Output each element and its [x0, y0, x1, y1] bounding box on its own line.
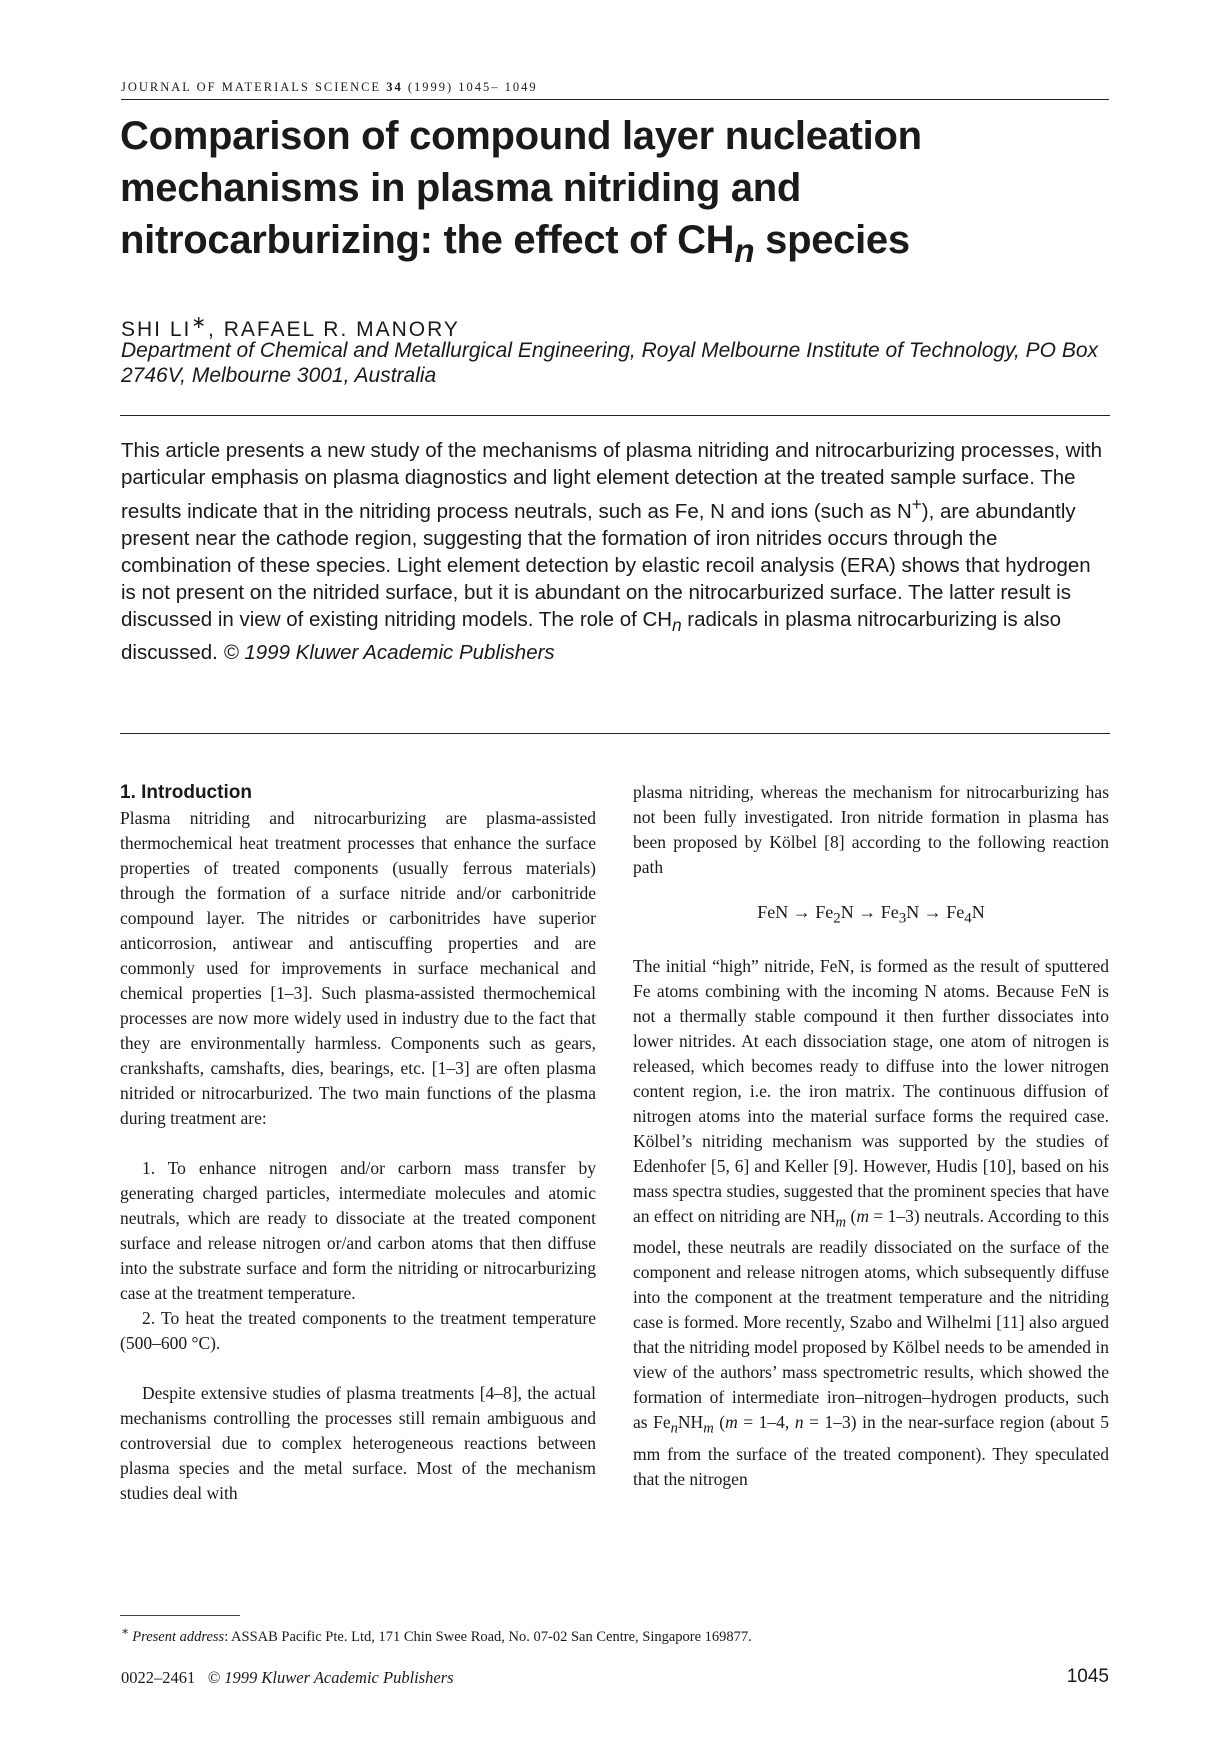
text: ( — [713, 1412, 726, 1433]
eq-sub: 2 — [833, 910, 841, 927]
right-paragraph-1: plasma nitriding, whereas the mechanism for nitrocarburizing has not been fully investigated. Iron nitride formation in plasma has been proposed by Kölbel [8] according to the following reaction path — [633, 782, 1109, 877]
list-item-2: 2. To heat the treated components to the treatment temperature (500–600 °C). — [120, 1308, 596, 1353]
article-title — [120, 110, 1110, 278]
eq-sub: 4 — [964, 910, 972, 927]
eq-sub: 3 — [898, 910, 907, 927]
title-text: Comparison of compound layer nucleation mechanisms in plasma nitriding and nitrocarburizing: the effect of CH — [120, 114, 922, 262]
left-column — [120, 780, 596, 1506]
author-2: , RAFAEL R. MANORY — [208, 318, 460, 341]
eq-part: N → Fe — [906, 902, 965, 922]
right-column — [633, 780, 1109, 1492]
var: m — [856, 1205, 869, 1226]
intro-paragraph-1: Plasma nitriding and nitrocarburizing are plasma-assisted thermochemical heat treatment processes that enhance the surface properties of treated components (usually ferrous materials) through the formation of a surface nitride and/or carbonitride compound layer. The nitrides or carbonitrides have superior anticorrosion, antiwear and antiscuffing properties and are commonly used for improvements in surface mechanical and chemical properties [1–3]. Such plasma-assisted thermochemical processes are now more widely used in industry due to the fact that they are environmentally harmless. Components such as gears, crankshafts, camshafts, dies, bearings, etc. [1–3] are often plasma nitrided or nitrocarburized. The two main functions of the plasma during treatment are: — [120, 808, 596, 1128]
abstract-bottom-rule — [120, 733, 1110, 734]
right-paragraph-2 — [633, 954, 1109, 1492]
footer-publisher — [121, 1668, 454, 1688]
journal-year-pages: (1999) 1045– 1049 — [402, 80, 538, 94]
footnote-label: Present address — [132, 1628, 225, 1645]
journal-volume: 34 — [386, 80, 403, 94]
abstract-top-rule — [120, 415, 1110, 416]
eq-part: N → Fe — [840, 902, 899, 922]
list-item-1: 1. To enhance nitrogen and/or carborn mass transfer by generating charged particles, intermediate molecules and atomic neutrals, which are ready to dissociate at the treated component surface and release nitrogen or/and carbon atoms that then diffuse into the substrate surface and form the nitriding or nitrocarburizing case at the treatment temperature. — [120, 1158, 596, 1303]
footnote-rule — [120, 1615, 240, 1616]
page-number: 1045 — [1066, 1666, 1109, 1687]
text: = 1–4, — [737, 1412, 795, 1433]
eq-part: N — [971, 902, 985, 922]
sub-var: n — [670, 1420, 678, 1437]
spacer — [120, 1356, 596, 1381]
text: ( — [846, 1205, 857, 1226]
abstract-copyright: © 1999 Kluwer Academic Publishers — [223, 640, 555, 664]
footnote-marker: ∗ — [121, 1624, 133, 1638]
reaction-equation — [633, 880, 1109, 954]
text: = 1–3) neutrals. According to this model, these neutrals are readily dissociated on the surface of the component and release nitrogen atoms, which subsequently diffuse into the component at the treatment temperature and the nitriding case is formed. More recently, Szabo and Wilhelmi [11] also argued that the nitriding model proposed by Kölbel needs to be amended in view of the authors’ mass spectrometric results, which showed the formation of intermediate iron–nitrogen–hydrogen products, such as Fe — [633, 1205, 1110, 1433]
issn: 0022–2461 — [121, 1668, 208, 1687]
abstract-superscript: + — [911, 495, 922, 514]
var: n — [794, 1412, 804, 1433]
abstract-subscript: n — [672, 615, 682, 635]
footnote — [121, 1624, 752, 1646]
eq-part: FeN → Fe — [757, 902, 834, 922]
var: m — [725, 1412, 738, 1433]
affiliation: Department of Chemical and Metallurgical Engineering, Royal Melbourne Institute of Technology, PO Box 2746V, Melbourne 3001, Australia — [121, 339, 1099, 387]
spacer — [120, 1131, 596, 1156]
sub-var: m — [703, 1420, 714, 1437]
title-text-end: species — [754, 218, 910, 262]
text: = 1–3) in the near-surface region (about 5 mm from the surface of the treated component). They speculated that the nitrogen — [633, 1412, 1110, 1489]
title-subscript: n — [734, 233, 755, 270]
journal-name: JOURNAL OF MATERIALS SCIENCE — [121, 80, 387, 94]
footnote-marker: ∗ — [191, 312, 209, 332]
text: NH — [677, 1412, 704, 1433]
footnote-text: : ASSAB Pacific Pte. Ltd, 171 Chin Swee Road, No. 07-02 San Centre, Singapore 169877. — [224, 1628, 752, 1645]
journal-header — [121, 80, 1109, 100]
abstract-text-3: radicals in plasma nitrocarburizing is also discussed. — [121, 607, 1062, 664]
abstract — [121, 437, 1103, 666]
text: The initial “high” nitride, FeN, is formed as the result of sputtered Fe atoms combining with the incoming N atoms. Because FeN is not a thermally stable compound it then further dissociates into lower nitrides. At each dissociation stage, one atom of nitrogen is released, which becomes ready to diffuse into the lower nitrogen content region, i.e. the iron matrix. The continuous diffusion of nitrogen atoms into the material surface forms the required case. Kölbel’s nitriding mechanism was supported by the studies of Edenhofer [5, 6] and Keller [9]. However, Hudis [10], based on his mass spectra studies, suggested that the prominent species that have an effect on nitriding are NH — [633, 955, 1109, 1226]
intro-paragraph-2: Despite extensive studies of plasma treatments [4–8], the actual mechanisms controlling the processes still remain ambiguous and controversial due to complex heterogeneous reactions between plasma species and the metal surface. Most of the mechanism studies deal with — [120, 1383, 596, 1503]
sub-var: m — [835, 1214, 847, 1231]
footer-copyright: © 1999 Kluwer Academic Publishers — [207, 1668, 454, 1687]
section-heading: 1. Introduction — [120, 782, 252, 803]
abstract-text-1: This article presents a new study of the mechanisms of plasma nitriding and nitrocarburizing processes, with particular emphasis on plasma diagnostics and light element detection at the treated sample surface. The results indicate that in the nitriding process neutrals, such as Fe, N and ions (such as N — [121, 439, 1103, 523]
abstract-text-2: ), are abundantly present near the cathode region, suggesting that the formation of iron nitrides occurs through the combination of these species. Light element detection by elastic recoil analysis (ERA) shows that hydrogen is not present on the nitrided surface, but it is abundant on the nitrocarburized surface. The latter result is discussed in view of existing nitriding models. The role of CH — [121, 499, 1091, 631]
author-1: SHI LI — [121, 318, 192, 341]
